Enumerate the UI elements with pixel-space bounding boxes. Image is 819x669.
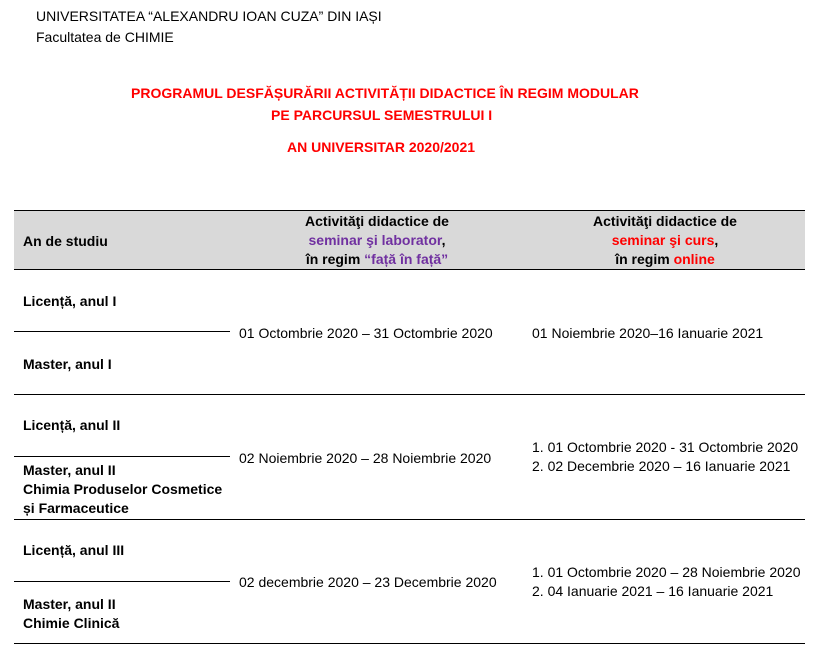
header-face-to-face-line2: seminar şi laborator, <box>308 232 446 248</box>
university-name: UNIVERSITATEA “ALEXANDRU IOAN CUZA” DIN IAȘI <box>36 8 382 24</box>
header-face-to-face-line3: în regim “față în față” <box>305 251 449 267</box>
online-period-3b: 2. 04 Ianuarie 2021 – 16 Ianuarie 2021 <box>532 583 774 599</box>
row-divider <box>14 331 230 332</box>
year-master-3-program: Chimie Clinică <box>23 615 120 631</box>
header-online-line3: în regim online <box>615 251 715 267</box>
face-to-face-period-3: 02 decembrie 2020 – 23 Decembrie 2020 <box>239 574 497 590</box>
year-master-3: Master, anul II <box>23 596 116 612</box>
face-to-face-period-2: 02 Noiembrie 2020 – 28 Noiembrie 2020 <box>239 450 492 466</box>
document-title-line2: PE PARCURSUL SEMESTRULUI I <box>271 107 493 123</box>
year-licenta-2: Licență, anul II <box>23 417 121 433</box>
year-master-2: Master, anul II <box>23 462 116 478</box>
document-title-line1: PROGRAMUL DESFĂȘURĂRII ACTIVITĂȚII DIDACTICE ÎN REGIM MODULAR <box>131 85 639 101</box>
row-divider <box>14 456 230 457</box>
document-title-line3: AN UNIVERSITAR 2020/2021 <box>287 139 476 155</box>
row-divider <box>14 581 230 582</box>
year-licenta-1: Licență, anul I <box>23 293 117 309</box>
header-year-of-study: An de studiu <box>23 233 108 249</box>
header-face-to-face-mode: “față în față” <box>364 251 449 267</box>
online-period-3a: 1. 01 Octombrie 2020 – 28 Noiembrie 2020 <box>532 564 801 580</box>
header-online-line1: Activităţi didactice de <box>593 213 737 229</box>
online-period-2b: 2. 02 Decembrie 2020 – 16 Ianuarie 2021 <box>532 458 791 474</box>
faculty-name: Facultatea de CHIMIE <box>36 29 174 45</box>
year-master-1: Master, anul I <box>23 356 112 372</box>
online-period-2a: 1. 01 Octombrie 2020 - 31 Octombrie 2020 <box>532 439 799 455</box>
header-face-to-face-type: seminar şi laborator <box>308 232 442 248</box>
face-to-face-period-1: 01 Octombrie 2020 – 31 Octombrie 2020 <box>239 325 493 341</box>
table-bottom-border <box>14 643 805 644</box>
online-period-1: 01 Noiembrie 2020–16 Ianuarie 2021 <box>532 325 764 341</box>
year-master-2-program: Chimia Produselor Cosmetice <box>23 481 223 497</box>
header-online-type: seminar şi curs <box>611 232 715 248</box>
year-licenta-3: Licență, anul III <box>23 542 125 558</box>
year-master-2-program-cont: și Farmaceutice <box>23 500 129 516</box>
group-divider <box>14 394 805 395</box>
group-divider <box>14 519 805 520</box>
header-face-to-face-line1: Activităţi didactice de <box>305 213 449 229</box>
header-online-mode: online <box>673 251 715 267</box>
header-online-line2: seminar şi curs, <box>611 232 719 248</box>
